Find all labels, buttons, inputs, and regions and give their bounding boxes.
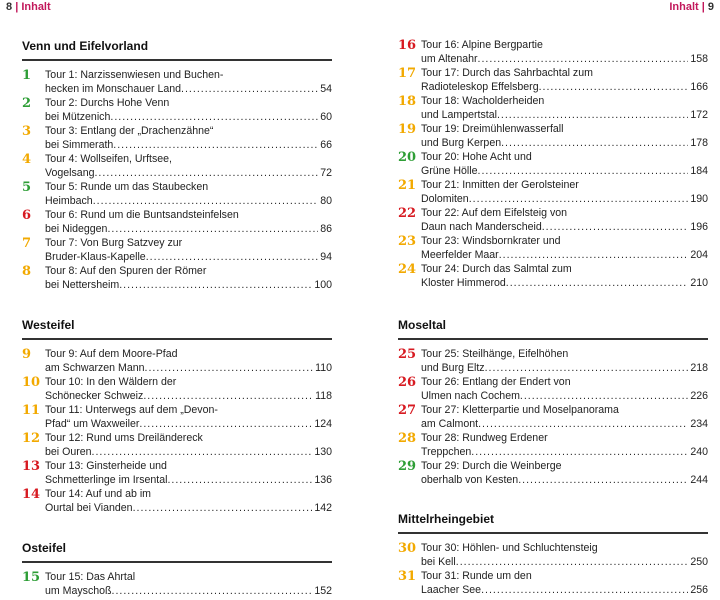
toc-entry xyxy=(398,235,708,263)
dot-leader xyxy=(110,111,318,125)
entry-title: Tour 21: Inmitten der Gerolsteiner xyxy=(421,179,579,191)
entry-subtitle-line xyxy=(421,390,708,404)
dot-leader xyxy=(478,165,689,179)
dot-leader xyxy=(167,474,312,488)
entry-subtitle-line xyxy=(45,83,332,97)
header-title-right: Inhalt | xyxy=(669,1,705,13)
section-title: Mittelrheingebiet xyxy=(398,512,495,526)
dot-leader xyxy=(119,279,312,293)
entry-subtitle: Dolomiten xyxy=(421,192,469,205)
toc-entry xyxy=(398,207,708,235)
entry-text xyxy=(45,181,332,208)
entry-subtitle: Kloster Himmerod xyxy=(421,276,506,289)
entry-subtitle: hecken im Monschauer Land xyxy=(45,82,182,95)
entry-subtitle-line xyxy=(45,585,332,599)
entry-text xyxy=(421,179,708,206)
page-number: 218 xyxy=(690,361,708,374)
entry-subtitle-line xyxy=(421,221,708,235)
entry-title: Tour 11: Unterwegs auf dem „Devon- xyxy=(45,404,218,416)
page-number: 86 xyxy=(320,222,332,235)
entry-title: Tour 16: Alpine Bergpartie xyxy=(421,39,543,51)
page-number: 124 xyxy=(314,417,332,430)
dot-leader xyxy=(107,223,318,237)
dot-leader xyxy=(506,277,689,291)
section-title: Westeifel xyxy=(22,318,75,332)
header-title-left: | Inhalt xyxy=(15,1,51,13)
tour-number: 30 xyxy=(398,541,417,556)
entry-subtitle: Schönecker Schweiz xyxy=(45,389,144,402)
section-divider xyxy=(22,338,332,340)
entry-text xyxy=(45,97,332,124)
page-number: 110 xyxy=(315,361,332,374)
toc-entry xyxy=(22,125,332,153)
page-number: 178 xyxy=(690,136,708,149)
dot-leader xyxy=(539,81,689,95)
page-number: 66 xyxy=(320,138,332,151)
tour-number: 12 xyxy=(22,431,41,446)
entry-title: Tour 18: Wacholderheiden xyxy=(421,95,545,107)
page-number: 100 xyxy=(314,278,332,291)
entry-subtitle-line xyxy=(45,446,332,460)
toc-entry xyxy=(398,263,708,291)
page-number: 118 xyxy=(315,389,332,402)
dot-leader xyxy=(145,362,314,376)
toc-entry xyxy=(398,123,708,151)
entry-text xyxy=(45,237,332,264)
dot-leader xyxy=(146,251,319,265)
entry-subtitle: um Altenahr xyxy=(421,52,478,65)
toc-entry xyxy=(22,69,332,97)
tour-number: 4 xyxy=(22,152,32,167)
dot-leader xyxy=(456,556,689,570)
page-number: 204 xyxy=(690,248,708,261)
page-number: 210 xyxy=(690,276,708,289)
entry-text xyxy=(45,432,332,459)
tour-number: 31 xyxy=(398,569,417,584)
toc-entry xyxy=(22,153,332,181)
entry-title: Tour 24: Durch das Salmtal zum xyxy=(421,263,572,275)
entry-title: Tour 22: Auf dem Eifelsteig von xyxy=(421,207,568,219)
entry-text xyxy=(45,376,332,403)
page-number: 60 xyxy=(320,110,332,123)
entry-text xyxy=(45,69,332,96)
entry-subtitle-line xyxy=(421,446,708,460)
entry-text xyxy=(45,153,332,180)
toc-entry xyxy=(398,95,708,123)
entry-subtitle: bei Nideggen xyxy=(45,222,108,235)
entry-subtitle: Heimbach xyxy=(45,194,93,207)
dot-leader xyxy=(478,418,688,432)
page-number: 172 xyxy=(690,108,708,121)
dot-leader xyxy=(471,446,688,460)
page-number: 152 xyxy=(314,584,332,597)
tour-number: 7 xyxy=(22,236,32,251)
toc-entry xyxy=(22,460,332,488)
entry-title: Tour 29: Durch die Weinberge xyxy=(421,460,562,472)
dot-leader xyxy=(92,446,313,460)
page-number: 136 xyxy=(314,473,332,486)
entry-subtitle: am Schwarzen Mann xyxy=(45,361,145,374)
dot-leader xyxy=(133,502,313,516)
entry-subtitle: Pfad“ um Waxweiler xyxy=(45,417,140,430)
entry-title: Tour 17: Durch das Sahrbachtal zum xyxy=(421,67,593,79)
entry-subtitle-line xyxy=(45,390,332,404)
toc-entry xyxy=(398,179,708,207)
dot-leader xyxy=(94,167,318,181)
entry-text xyxy=(421,67,708,94)
entry-subtitle-line xyxy=(421,474,708,488)
toc-entry xyxy=(22,376,332,404)
toc-entry xyxy=(22,348,332,376)
entry-subtitle-line xyxy=(421,193,708,207)
entry-title: Tour 3: Entlang der „Drachenzähne“ xyxy=(45,125,214,137)
toc-entry xyxy=(398,67,708,95)
page-number: 166 xyxy=(690,80,708,93)
entry-subtitle-line xyxy=(421,418,708,432)
entry-subtitle: bei Nettersheim xyxy=(45,278,120,291)
page-number: 226 xyxy=(690,389,708,402)
toc-entry xyxy=(398,151,708,179)
dot-leader xyxy=(481,584,688,598)
dot-leader xyxy=(113,139,318,153)
page-header-right xyxy=(669,0,714,16)
tour-number: 13 xyxy=(22,459,41,474)
entry-title: Tour 27: Kletterpartie und Moselpanorama xyxy=(421,404,619,416)
section-divider xyxy=(22,561,332,563)
entry-subtitle: bei Kell xyxy=(421,555,456,568)
entry-subtitle-line xyxy=(45,502,332,516)
entry-subtitle: und Lampertstal xyxy=(421,108,497,121)
page-number-right: 9 xyxy=(707,1,714,13)
entry-subtitle: Treppchen xyxy=(421,445,472,458)
entry-subtitle: Bruder-Klaus-Kapelle xyxy=(45,250,146,263)
tour-number: 22 xyxy=(398,206,417,221)
page-number: 72 xyxy=(320,166,332,179)
tour-number: 19 xyxy=(398,122,417,137)
entry-title: Tour 23: Windsbornkrater und xyxy=(421,235,561,247)
entry-title: Tour 30: Höhlen- und Schluchtensteig xyxy=(421,542,598,554)
page-number: 184 xyxy=(690,164,708,177)
dot-leader xyxy=(542,221,689,235)
page-number: 234 xyxy=(690,417,708,430)
toc-entry xyxy=(22,237,332,265)
section-title: Osteifel xyxy=(22,541,67,555)
toc-entry xyxy=(398,432,708,460)
page-number: 196 xyxy=(690,220,708,233)
entry-title: Tour 1: Narzissenwiesen und Buchen- xyxy=(45,69,224,81)
page-number: 158 xyxy=(690,52,708,65)
entry-subtitle-line xyxy=(421,277,708,291)
entry-subtitle: Ourtal bei Vianden xyxy=(45,501,133,514)
entry-subtitle: oberhalb von Kesten xyxy=(421,473,519,486)
entry-subtitle: und Burg Kerpen xyxy=(421,136,502,149)
tour-number: 6 xyxy=(22,208,32,223)
entry-text xyxy=(45,125,332,152)
page-header-left xyxy=(6,0,51,16)
entry-text xyxy=(421,460,708,487)
entry-title: Tour 9: Auf dem Moore-Pfad xyxy=(45,348,178,360)
section-title: Venn und Eifelvorland xyxy=(22,39,149,53)
toc-entry xyxy=(22,209,332,237)
entry-text xyxy=(421,39,708,66)
tour-number: 11 xyxy=(22,403,41,418)
entry-subtitle: Grüne Hölle xyxy=(421,164,478,177)
entry-text xyxy=(421,123,708,150)
entry-subtitle-line xyxy=(421,81,708,95)
toc-entry xyxy=(398,460,708,488)
entry-subtitle-line xyxy=(45,139,332,153)
toc-entry xyxy=(398,348,708,376)
page-number: 250 xyxy=(690,555,708,568)
tour-number: 10 xyxy=(22,375,41,390)
entry-text xyxy=(421,235,708,262)
dot-leader xyxy=(499,249,689,263)
entry-title: Tour 31: Runde um den xyxy=(421,570,532,582)
entry-title: Tour 2: Durchs Hohe Venn xyxy=(45,97,170,109)
entry-text xyxy=(421,376,708,403)
entry-title: Tour 25: Steilhänge, Eifelhöhen xyxy=(421,348,569,360)
entry-text xyxy=(45,460,332,487)
toc-entry xyxy=(22,571,332,599)
section-venn xyxy=(22,38,332,293)
toc-entry xyxy=(22,181,332,209)
dot-leader xyxy=(520,390,688,404)
toc-entry xyxy=(398,39,708,67)
entry-title: Tour 14: Auf und ab im xyxy=(45,488,152,500)
entry-subtitle: und Burg Eltz xyxy=(421,361,485,374)
tour-number: 23 xyxy=(398,234,417,249)
page-number: 54 xyxy=(320,82,332,95)
entry-subtitle: Schmetterlinge im Irsental xyxy=(45,473,168,486)
entry-subtitle-line xyxy=(45,195,332,209)
tour-number: 20 xyxy=(398,150,417,165)
dot-leader xyxy=(485,362,689,376)
entry-subtitle-line xyxy=(421,137,708,151)
entry-text xyxy=(45,265,332,292)
dot-leader xyxy=(478,53,689,67)
entry-text xyxy=(421,570,708,597)
dot-leader xyxy=(112,585,313,599)
entry-subtitle-line xyxy=(421,556,708,570)
toc-entry xyxy=(398,404,708,432)
section-osteifel xyxy=(22,540,332,599)
page-number: 256 xyxy=(690,583,708,596)
page-number: 244 xyxy=(690,473,708,486)
section-osteifel-continued xyxy=(398,39,708,291)
entry-title: Tour 5: Runde um das Staubecken xyxy=(45,181,209,193)
entry-text xyxy=(421,542,708,569)
page-number: 190 xyxy=(690,192,708,205)
entry-title: Tour 19: Dreimühlenwasserfall xyxy=(421,123,564,135)
dot-leader xyxy=(93,195,319,209)
entry-title: Tour 13: Ginsterheide und xyxy=(45,460,167,472)
toc-entry xyxy=(398,570,708,598)
entry-subtitle-line xyxy=(421,53,708,67)
entry-subtitle: bei Simmerath xyxy=(45,138,114,151)
tour-number: 28 xyxy=(398,431,417,446)
tour-number: 1 xyxy=(22,68,32,83)
entry-subtitle-line xyxy=(421,362,708,376)
entry-text xyxy=(45,209,332,236)
toc-entry xyxy=(398,542,708,570)
page-number: 240 xyxy=(690,445,708,458)
entry-text xyxy=(421,404,708,431)
entry-subtitle: Ulmen nach Cochem xyxy=(421,389,520,402)
entry-title: Tour 20: Hohe Acht und xyxy=(421,151,532,163)
tour-number: 18 xyxy=(398,94,417,109)
dot-leader xyxy=(497,109,688,123)
entry-text xyxy=(45,348,332,375)
tour-number: 27 xyxy=(398,403,417,418)
dot-leader xyxy=(518,474,688,488)
tour-number: 21 xyxy=(398,178,417,193)
section-divider xyxy=(22,59,332,61)
dot-leader xyxy=(469,193,689,207)
tour-number: 2 xyxy=(22,96,32,111)
tour-number: 5 xyxy=(22,180,32,195)
tour-number: 14 xyxy=(22,487,41,502)
dot-leader xyxy=(143,390,313,404)
section-mittelrheingebiet xyxy=(398,511,708,598)
dot-leader xyxy=(139,418,312,432)
entry-subtitle-line xyxy=(45,251,332,265)
entry-text xyxy=(45,571,332,598)
page-number: 94 xyxy=(320,250,332,263)
entry-subtitle-line xyxy=(45,474,332,488)
dot-leader xyxy=(501,137,688,151)
entry-title: Tour 10: In den Wäldern der xyxy=(45,376,177,388)
section-title: Moseltal xyxy=(398,318,447,332)
entry-title: Tour 7: Von Burg Satzvey zur xyxy=(45,237,183,249)
tour-number: 24 xyxy=(398,262,417,277)
entry-title: Tour 6: Rund um die Buntsandsteinfelsen xyxy=(45,209,239,221)
tour-number: 26 xyxy=(398,375,417,390)
entry-subtitle-line xyxy=(421,584,708,598)
entry-title: Tour 28: Rundweg Erdener xyxy=(421,432,548,444)
entry-subtitle-line xyxy=(421,165,708,179)
toc-entry xyxy=(22,265,332,293)
tour-number: 15 xyxy=(22,570,41,585)
entry-subtitle: Laacher See xyxy=(421,583,482,596)
entry-subtitle: am Calmont xyxy=(421,417,479,430)
entry-text xyxy=(421,207,708,234)
entry-subtitle-line xyxy=(421,249,708,263)
entry-title: Tour 15: Das Ahrtal xyxy=(45,571,136,583)
entry-title: Tour 8: Auf den Spuren der Römer xyxy=(45,265,207,277)
section-westeifel xyxy=(22,317,332,516)
toc-entry xyxy=(398,376,708,404)
entry-subtitle: um Mayschoß xyxy=(45,584,112,597)
entry-text xyxy=(421,432,708,459)
entry-title: Tour 12: Rund ums Dreiländereck xyxy=(45,432,203,444)
entry-text xyxy=(45,404,332,431)
entry-text xyxy=(421,95,708,122)
entry-title: Tour 26: Entlang der Endert von xyxy=(421,376,571,388)
entry-subtitle-line xyxy=(45,279,332,293)
toc-entry xyxy=(22,404,332,432)
entry-subtitle: Vogelsang xyxy=(45,166,95,179)
entry-subtitle-line xyxy=(421,109,708,123)
entry-text xyxy=(421,151,708,178)
toc-entry xyxy=(22,488,332,516)
entry-subtitle-line xyxy=(45,362,332,376)
tour-number: 29 xyxy=(398,459,417,474)
section-divider xyxy=(398,338,708,340)
toc-entry xyxy=(22,97,332,125)
section-moseltal xyxy=(398,317,708,488)
entry-title: Tour 4: Wollseifen, Urftsee, xyxy=(45,153,172,165)
entry-text xyxy=(421,348,708,375)
entry-subtitle: bei Ouren xyxy=(45,445,92,458)
dot-leader xyxy=(181,83,318,97)
entry-text xyxy=(421,263,708,290)
toc-entry xyxy=(22,432,332,460)
entry-subtitle: bei Mützenich xyxy=(45,110,111,123)
tour-number: 16 xyxy=(398,38,417,53)
tour-number: 3 xyxy=(22,124,32,139)
entry-subtitle: Radioteleskop Effelsberg xyxy=(421,80,539,93)
entry-subtitle: Daun nach Manderscheid xyxy=(421,220,542,233)
entry-subtitle-line xyxy=(45,418,332,432)
tour-number: 25 xyxy=(398,347,417,362)
section-divider xyxy=(398,532,708,534)
tour-number: 17 xyxy=(398,66,417,81)
entry-text xyxy=(45,488,332,515)
entry-subtitle-line xyxy=(45,111,332,125)
page-number: 80 xyxy=(320,194,332,207)
entry-subtitle-line xyxy=(45,167,332,181)
tour-number: 8 xyxy=(22,264,32,279)
tour-number: 9 xyxy=(22,347,32,362)
page-number-left: 8 xyxy=(6,1,13,13)
page-number: 142 xyxy=(314,501,332,514)
page-number: 130 xyxy=(314,445,332,458)
entry-subtitle-line xyxy=(45,223,332,237)
entry-subtitle: Meerfelder Maar xyxy=(421,248,499,261)
